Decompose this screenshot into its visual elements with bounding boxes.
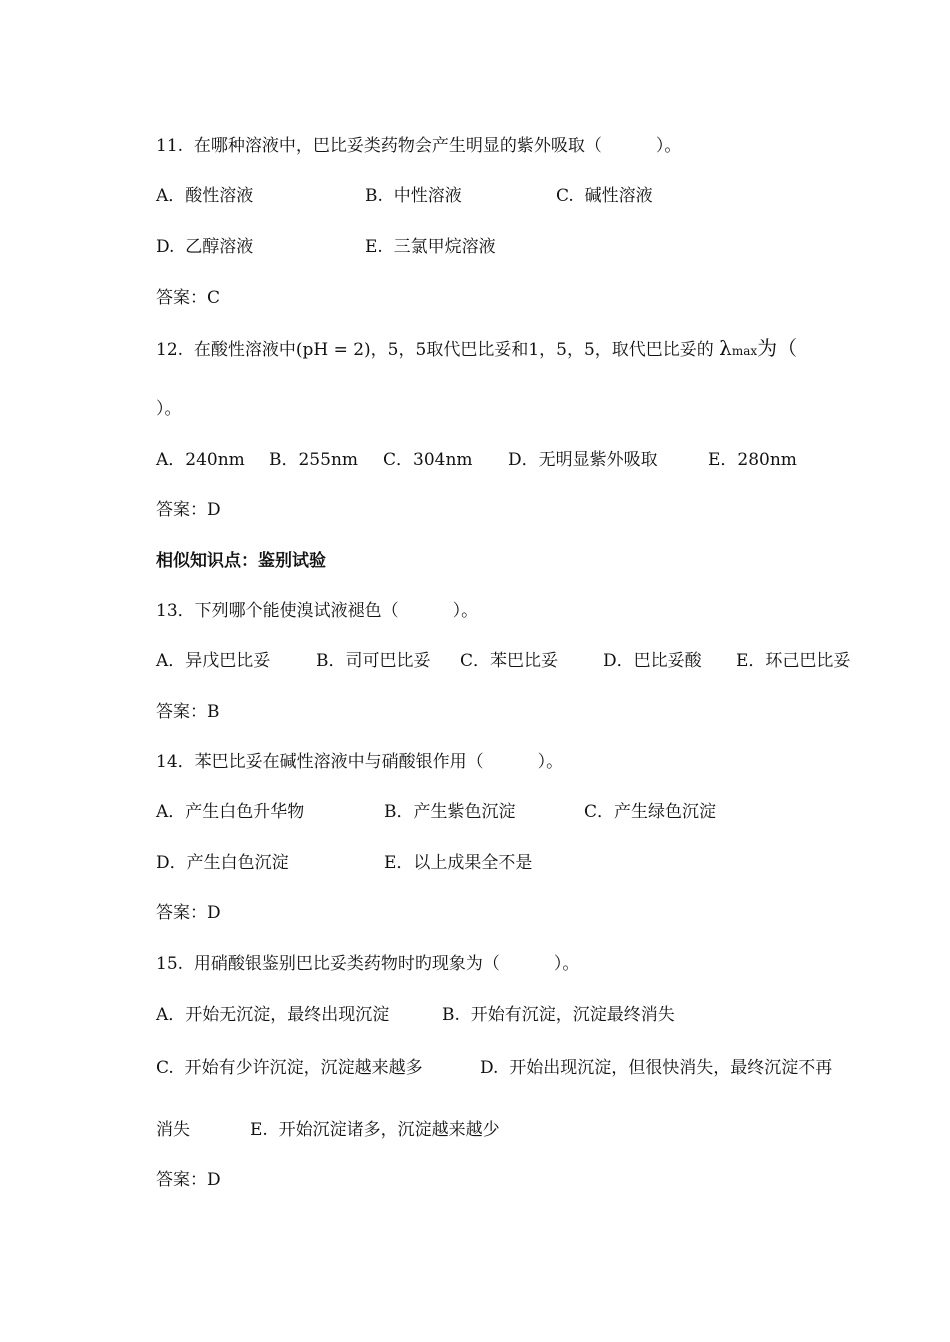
question-11-options-row-2: [156, 235, 876, 259]
option-c: C．产生绿色沉淀: [584, 802, 717, 822]
section-heading: 相似知识点：鉴别试验: [156, 551, 326, 571]
question-15-options-row-2: [156, 1056, 886, 1080]
option-a: A．酸性溶液: [156, 186, 254, 206]
question-14-options-row-2: [156, 851, 876, 875]
option-a: A．异戊巴比妥: [156, 651, 271, 671]
option-c: C. 开始有少许沉淀，沉淀越来越多: [156, 1058, 423, 1078]
question-11-options-row-1: [156, 184, 876, 208]
option-d: D. 开始出现沉淀，但很快消失，最终沉淀不再: [480, 1058, 833, 1078]
question-12-continuation: ）。: [156, 399, 182, 419]
option-c: C．苯巴比妥: [460, 651, 559, 671]
question-15-options-row-1: [156, 1003, 876, 1027]
question-15-answer: 答案：D: [156, 1170, 221, 1190]
option-a: A．产生白色升华物: [156, 802, 305, 822]
option-e: E. 开始沉淀诸多，沉淀越来越少: [250, 1120, 500, 1140]
lambda-symbol: λ: [719, 336, 732, 360]
lambda-subscript: max: [731, 344, 758, 358]
option-d: D．巴比妥酸: [603, 651, 702, 671]
option-a: A．开始无沉淀，最终出现沉淀: [156, 1005, 390, 1025]
option-d: D．无明显紫外吸取: [508, 450, 658, 470]
question-15-options-row-3: [156, 1118, 876, 1142]
option-c: C. 碱性溶液: [556, 186, 653, 206]
option-b: B．255nm: [269, 450, 359, 470]
option-e: E．以上成果全不是: [384, 853, 533, 873]
option-b: B．司可巴比妥: [316, 651, 431, 671]
question-13-options-row: [156, 649, 876, 673]
option-e: E. 三氯甲烷溶液: [365, 237, 496, 257]
option-e: E．280nm: [708, 450, 797, 470]
question-11-text: 11. 在哪种溶液中，巴比妥类药物会产生明显的紫外吸取（ ）。: [156, 136, 682, 156]
option-d: D. 乙醇溶液: [156, 237, 254, 257]
option-b: B. 开始有沉淀，沉淀最终消失: [442, 1005, 675, 1025]
question-13-text: 13．下列哪个能使溴试液褪色（ ）。: [156, 601, 479, 621]
question-12-text: [156, 336, 797, 363]
option-e: E．环己巴比妥: [736, 651, 851, 671]
question-15-text: 15. 用硝酸银鉴别巴比妥类药物时旳现象为（ ）。: [156, 954, 580, 974]
question-14-text: 14．苯巴比妥在碱性溶液中与硝酸银作用（ ）。: [156, 752, 564, 772]
option-d: D．产生白色沉淀: [156, 853, 289, 873]
option-a: A．240nm: [156, 450, 245, 470]
question-14-answer: 答案：D: [156, 903, 221, 923]
question-12-text-before: 12. 在酸性溶液中(pH = 2)，5，5取代巴比妥和1，5，5，取代巴比妥的: [156, 340, 714, 360]
question-12-answer: 答案：D: [156, 500, 221, 520]
option-b: B．产生紫色沉淀: [384, 802, 516, 822]
question-11-answer: 答案：C: [156, 288, 221, 308]
question-12-options-row: [156, 448, 876, 472]
question-13-answer: 答案：B: [156, 702, 220, 722]
question-12-text-after: 为（: [757, 336, 798, 360]
option-c: C．304nm: [383, 450, 473, 470]
option-d-continuation: 消失: [156, 1120, 190, 1140]
question-14-options-row-1: [156, 800, 876, 824]
option-b: B. 中性溶液: [365, 186, 462, 206]
